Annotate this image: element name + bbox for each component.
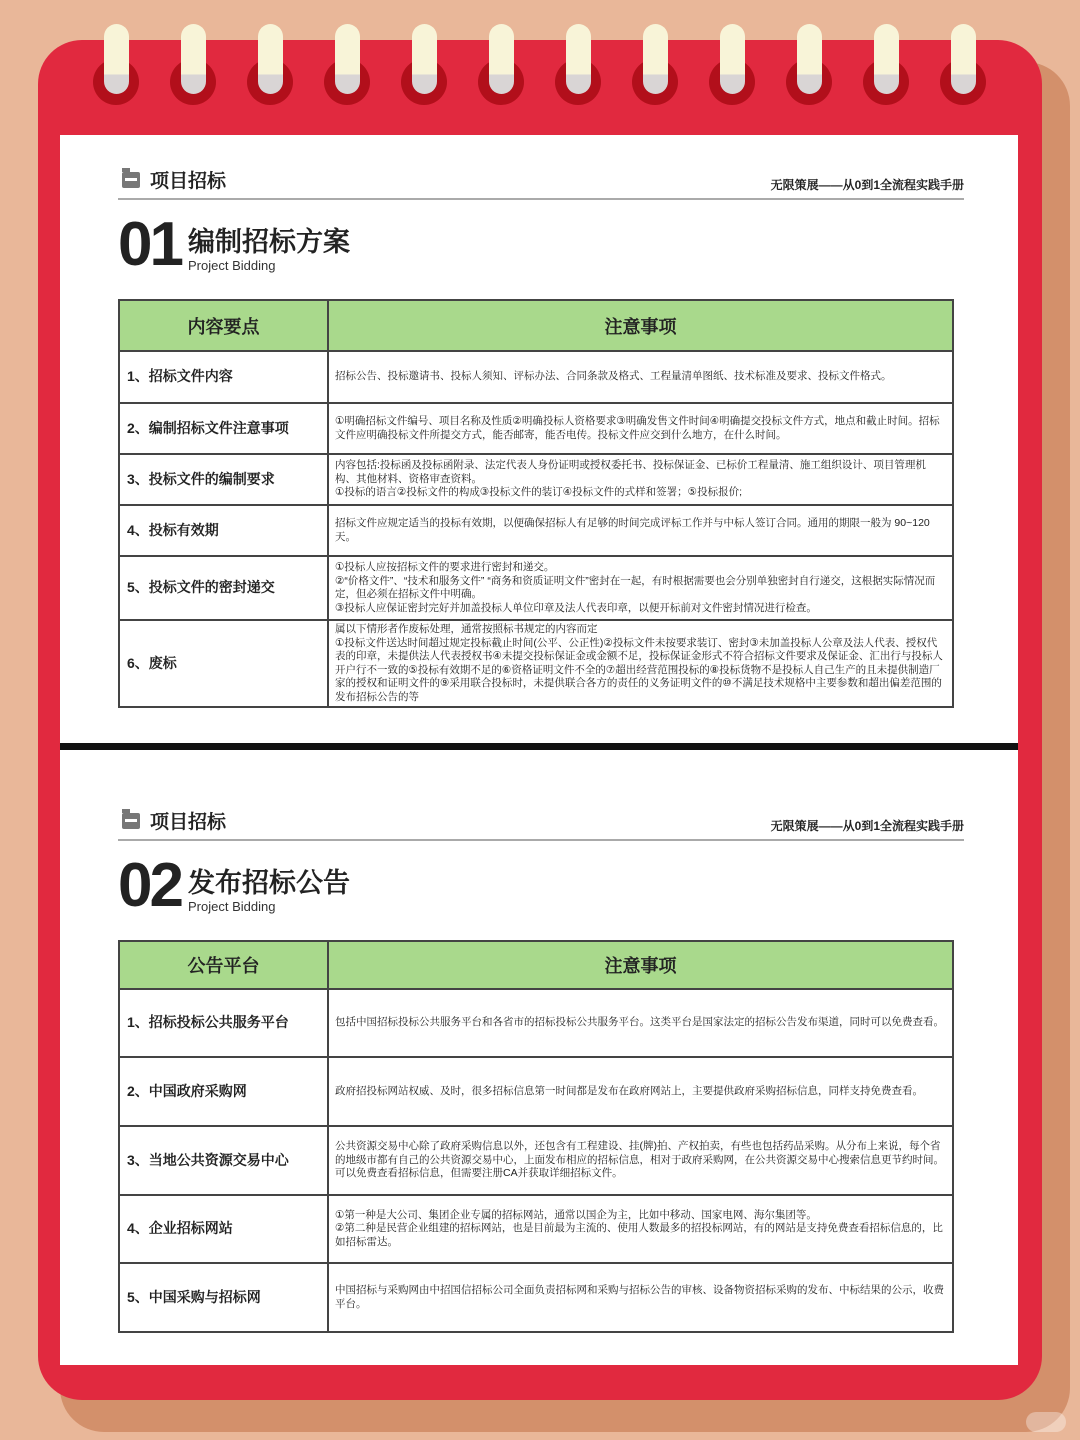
- binding-ring: [478, 24, 526, 106]
- section-label: 项目招标: [150, 812, 227, 833]
- table-row: [119, 1263, 953, 1332]
- section-header-1: [118, 160, 964, 280]
- row-note: 政府招投标网站权威、及时，很多招标信息第一时间都是发布在政府网站上，主要提供政府采购招标信息，同样支持免费查看。: [328, 1057, 953, 1126]
- binding-ring: [401, 24, 449, 106]
- row-key: 1、招标投标公共服务平台: [119, 989, 328, 1057]
- row-key: 3、当地公共资源交易中心: [119, 1126, 328, 1195]
- table-row: [119, 1195, 953, 1263]
- folder-icon: [122, 813, 140, 829]
- part-title: 发布招标公告: [188, 868, 350, 898]
- row-note: ①第一种是大公司、集团企业专属的招标网站，通常以国企为主，比如中移动、国家电网、海尔集团等。 ②第二种是民营企业组建的招标网站，也是目前最为主流的、使用人数最多的招投标网站，有的网站是支持免费查看招标信息的，比如招标雷达。: [328, 1195, 953, 1263]
- row-key: 2、中国政府采购网: [119, 1057, 328, 1126]
- row-key: 6、废标: [119, 620, 328, 707]
- section-label: 项目招标: [150, 171, 227, 192]
- row-note: 公共资源交易中心除了政府采购信息以外，还包含有工程建设、挂(牌)拍、产权拍卖，有些也包括药品采购。从分布上来说，每个省的地级市都有自己的公共资源交易中心，上面发布相应的招标信息，相对于政府采购网，在公共资源交易中心搜索信息更节约时间。 可以免费查看招标信息，但需要注册CA并获取详细招标文件。: [328, 1126, 953, 1195]
- row-note: 中国招标与采购网由中招国信招标公司全面负责招标网和采购与招标公告的审核、设备物资招标采购的发布、中标结果的公示，收费平台。: [328, 1263, 953, 1332]
- table-row: [119, 505, 953, 556]
- table-row: [119, 1057, 953, 1126]
- row-key: 4、企业招标网站: [119, 1195, 328, 1263]
- row-key: 4、投标有效期: [119, 505, 328, 556]
- table-row: [119, 620, 953, 707]
- row-key: 5、投标文件的密封递交: [119, 556, 328, 620]
- bidding-plan-table: [118, 299, 954, 708]
- section-header-2: [118, 801, 964, 921]
- column-header: 注意事项: [328, 941, 953, 989]
- binding-ring: [786, 24, 834, 106]
- binding-ring: [247, 24, 295, 106]
- binding-ring: [709, 24, 757, 106]
- binding-ring: [93, 24, 141, 106]
- page-divider: [60, 743, 1018, 750]
- table-header-row: [119, 300, 953, 351]
- folder-icon: [122, 172, 140, 188]
- column-header: 注意事项: [328, 300, 953, 351]
- table-row: [119, 454, 953, 505]
- watermark: [1026, 1412, 1066, 1432]
- row-note: 内容包括:投标函及投标函附录、法定代表人身份证明或授权委托书、投标保证金、已标价工程量清、施工组织设计、项目管理机构、其他材料、资格审查资料。 ①投标的语言②投标文件的构成③投标文件的装订④投标文件的式样和签署；⑤投标报价;: [328, 454, 953, 505]
- column-header: 公告平台: [119, 941, 328, 989]
- column-header: 内容要点: [119, 300, 328, 351]
- row-note: ①明确招标文件编号、项目名称及性质②明确投标人资格要求③明确发售文件时间④明确提交投标文件方式，地点和截止时间。招标文件应明确投标文件所提交方式，能否邮寄，能否电传。投标文件应交到什么地方，在什么时间。: [328, 403, 953, 454]
- row-key: 5、中国采购与招标网: [119, 1263, 328, 1332]
- row-note: 包括中国招标投标公共服务平台和各省市的招标投标公共服务平台。这类平台是国家法定的招标公告发布渠道，同时可以免费查看。: [328, 989, 953, 1057]
- binding-ring: [863, 24, 911, 106]
- part-subtitle: Project Bidding: [188, 258, 276, 273]
- announcement-platform-table: [118, 940, 954, 1333]
- row-key: 1、招标文件内容: [119, 351, 328, 403]
- table-row: [119, 989, 953, 1057]
- row-note: 属以下情形者作废标处理，通常按照标书规定的内容而定 ①投标文件送达时间超过规定投标截止时间(公平、公正性)②投标文件未按要求装订、密封③未加盖投标人公章及法人代表、授权代表的印章，未提供法人代表授权书④未提交投标保证金或金额不足，投标保证金形式不符合招标文件要求及保证金、汇出行与投标人开户行不一致的⑤投标有效期不足的⑥资格证明文件不全的⑦超出经营范围投标的⑧投标货物不是投标人自己生产的且未提供制造厂家的授权和证明文件的⑨采用联合投标时，未提供联合各方的责任的义务证明文件的⑩不满足技术规格中主要参数和超出偏差范围的发布招标公告的等: [328, 620, 953, 707]
- table-row: [119, 556, 953, 620]
- part-subtitle: Project Bidding: [188, 899, 276, 914]
- table-row: [119, 403, 953, 454]
- binding-ring: [324, 24, 372, 106]
- part-number: 02: [118, 851, 181, 920]
- binding-ring: [632, 24, 680, 106]
- table-header-row: [119, 941, 953, 989]
- table-row: [119, 351, 953, 403]
- row-note: 招标公告、投标邀请书、投标人须知、评标办法、合同条款及格式、工程量清单图纸、技术标准及要求、投标文件格式。: [328, 351, 953, 403]
- binding-ring: [940, 24, 988, 106]
- brand-text: 无限策展——从0到1全流程实践手册: [770, 178, 964, 192]
- row-key: 2、编制招标文件注意事项: [119, 403, 328, 454]
- row-key: 3、投标文件的编制要求: [119, 454, 328, 505]
- binding-ring: [170, 24, 218, 106]
- row-note: 招标文件应规定适当的投标有效期，以便确保招标人有足够的时间完成评标工作并与中标人签订合同。通用的期限一般为 90~120天。: [328, 505, 953, 556]
- binding-ring: [555, 24, 603, 106]
- part-number: 01: [118, 210, 181, 279]
- part-title: 编制招标方案: [188, 227, 350, 257]
- row-note: ①投标人应按招标文件的要求进行密封和递交。 ②“价格文件”、“技术和服务文件” “商务和资质证明文件”密封在一起，有时根据需要也会分别单独密封自行递交，这根据实际情况而定，但必须在招标文件中明确。 ③投标人应保证密封完好并加盖投标人单位印章及法人代表印章，以便开标前对文件密封情况进行检查。: [328, 556, 953, 620]
- table-row: [119, 1126, 953, 1195]
- brand-text: 无限策展——从0到1全流程实践手册: [770, 819, 964, 833]
